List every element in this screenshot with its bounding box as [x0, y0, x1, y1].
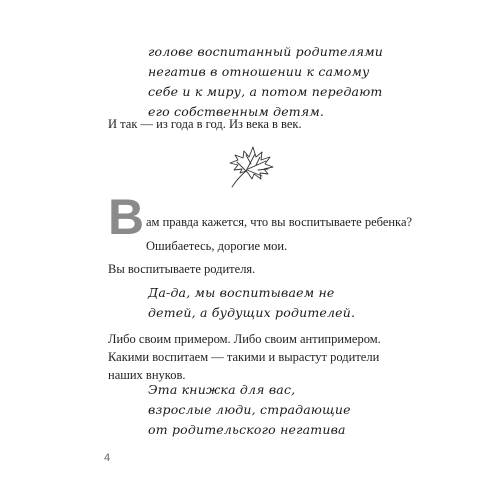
handwritten-line: Да-да, мы воспитываем не [148, 285, 335, 300]
handwritten-line: себе и к миру, а потом передают [148, 84, 383, 99]
paragraph-line: наших внуков. [108, 368, 186, 382]
drop-cap-letter: В [108, 189, 145, 245]
paragraph-line: Либо своим примером. Либо своим антипримером. [108, 332, 381, 346]
handwritten-line: детей, а будущих родителей. [148, 305, 356, 320]
paragraph-example [108, 330, 381, 384]
handwritten-line: его собственным детям. [148, 104, 325, 119]
handwritten-line: взрослые люди, страдающие [148, 402, 351, 417]
paragraph-raising-parent: Вы воспитываете родителя. [108, 262, 256, 276]
handwritten-quote-top [148, 42, 383, 122]
paragraph-year-to-year: И так — из года в год. Из века в век. [108, 117, 302, 131]
handwritten-quote-middle [148, 283, 355, 323]
maple-leaf-icon [218, 143, 278, 191]
handwritten-line: Эта книжка для вас, [148, 382, 296, 397]
page-number: 4 [104, 452, 111, 464]
handwritten-line: от родительского негатива [148, 422, 346, 437]
handwritten-line: голове воспитанный родителями [148, 44, 384, 59]
paragraph-mistaken: Ошибаетесь, дорогие мои. [146, 239, 288, 253]
paragraph-line: Какими воспитаем — такими и вырастут родители [108, 350, 380, 364]
handwritten-line: негатив в отношении к самому [148, 64, 370, 79]
handwritten-quote-bottom [148, 380, 351, 440]
paragraph-question: ам правда кажется, что вы воспитываете ребенка? [146, 215, 413, 229]
